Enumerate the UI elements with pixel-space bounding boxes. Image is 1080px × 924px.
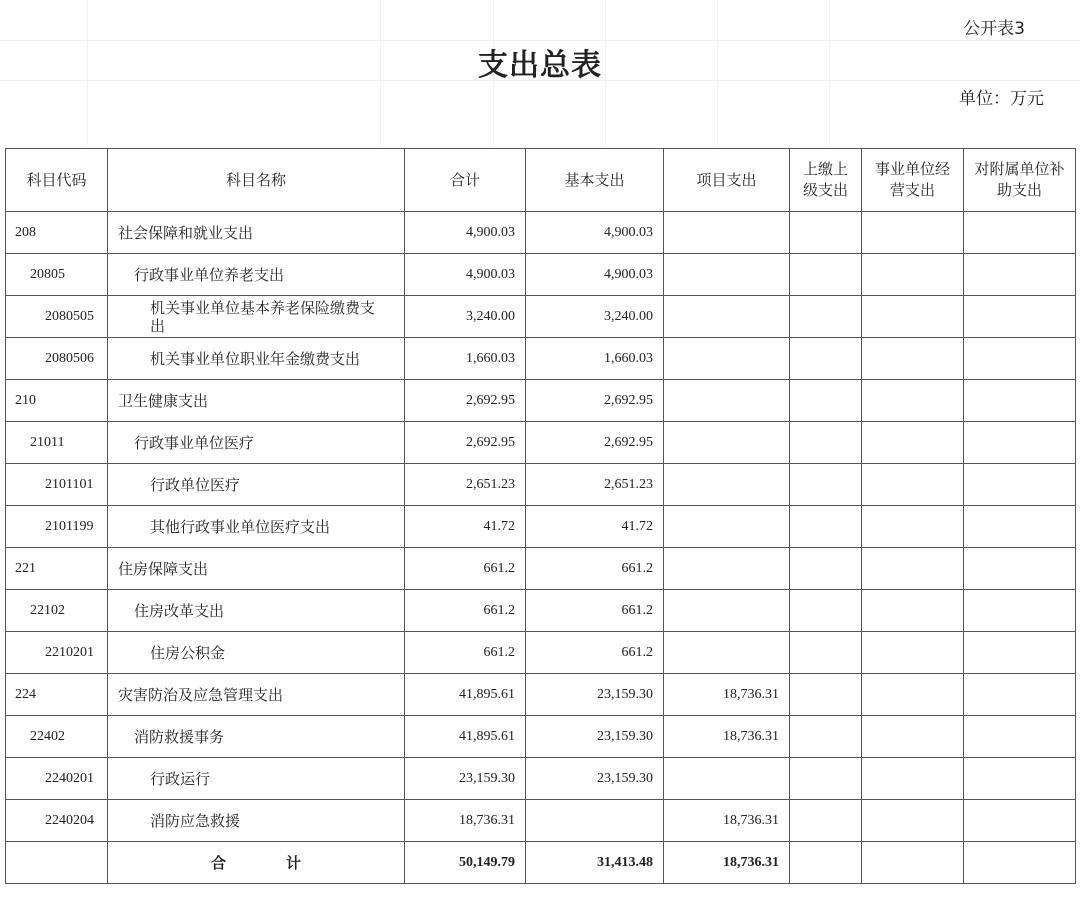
cell-code: 2240204: [6, 800, 108, 842]
cell-total: 23,159.30: [405, 758, 526, 800]
cell-project: 18,736.31: [664, 800, 790, 842]
cell-project: [664, 380, 790, 422]
cell-name: 消防救援事务: [108, 716, 405, 758]
expenditure-table: [5, 148, 1076, 884]
header-code: 科目代码: [6, 149, 108, 212]
cell-project: 18,736.31: [664, 674, 790, 716]
cell-upper: [790, 506, 862, 548]
table-row: [6, 758, 1076, 800]
cell-upper: [790, 212, 862, 254]
cell-subsidy: [964, 590, 1076, 632]
cell-basic: 661.2: [526, 590, 664, 632]
cell-upper: [790, 590, 862, 632]
cell-basic: 2,651.23: [526, 464, 664, 506]
cell-business: [862, 380, 964, 422]
cell-business: [862, 842, 964, 884]
cell-name: 机关事业单位职业年金缴费支出: [108, 338, 405, 380]
cell-business: [862, 338, 964, 380]
cell-code: 2080505: [6, 296, 108, 338]
cell-basic: 23,159.30: [526, 674, 664, 716]
page-title: 支出总表: [478, 48, 602, 83]
cell-business: [862, 632, 964, 674]
cell-business: [862, 800, 964, 842]
table-row: [6, 422, 1076, 464]
total-sum: 50,149.79: [405, 842, 526, 884]
cell-code: 2101199: [6, 506, 108, 548]
cell-basic: 2,692.95: [526, 422, 664, 464]
cell-basic: 4,900.03: [526, 254, 664, 296]
cell-code: 221: [6, 548, 108, 590]
total-label-b: 计: [286, 853, 302, 872]
table-row: [6, 338, 1076, 380]
header-subsidy: 对附属单位补助支出: [964, 149, 1076, 212]
cell-business: [862, 716, 964, 758]
cell-name: 社会保障和就业支出: [108, 212, 405, 254]
cell-upper: [790, 800, 862, 842]
cell-project: [664, 464, 790, 506]
cell-subsidy: [964, 296, 1076, 338]
table-row: [6, 506, 1076, 548]
cell-project: [664, 506, 790, 548]
cell-business: [862, 464, 964, 506]
header-business: 事业单位经营支出: [862, 149, 964, 212]
sheet-number: 公开表3: [963, 19, 1025, 39]
cell-name: 其他行政事业单位医疗支出: [108, 506, 405, 548]
cell-code: 224: [6, 674, 108, 716]
cell-project: [664, 422, 790, 464]
cell-name: 住房改革支出: [108, 590, 405, 632]
cell-project: [664, 338, 790, 380]
cell-basic: 4,900.03: [526, 212, 664, 254]
cell-upper: [790, 380, 862, 422]
cell-basic: 1,660.03: [526, 338, 664, 380]
cell-code: 22102: [6, 590, 108, 632]
cell-total: 2,692.95: [405, 380, 526, 422]
table-row: [6, 296, 1076, 338]
cell-subsidy: [964, 380, 1076, 422]
cell-total: 4,900.03: [405, 254, 526, 296]
cell-upper: [790, 674, 862, 716]
header-project: 项目支出: [664, 149, 790, 212]
total-label-a: 合: [210, 853, 226, 872]
cell-total: 41.72: [405, 506, 526, 548]
total-project: 18,736.31: [664, 842, 790, 884]
table-row: [6, 380, 1076, 422]
cell-total: 661.2: [405, 632, 526, 674]
cell-project: [664, 632, 790, 674]
cell-business: [862, 254, 964, 296]
cell-business: [862, 548, 964, 590]
cell-code: 210: [6, 380, 108, 422]
cell-total: 2,692.95: [405, 422, 526, 464]
cell-subsidy: [964, 422, 1076, 464]
cell-subsidy: [964, 506, 1076, 548]
cell-basic: 41.72: [526, 506, 664, 548]
cell-name: 灾害防治及应急管理支出: [108, 674, 405, 716]
cell-project: [664, 296, 790, 338]
cell-total: 4,900.03: [405, 212, 526, 254]
cell-business: [862, 422, 964, 464]
cell-basic: 3,240.00: [526, 296, 664, 338]
cell-upper: [790, 548, 862, 590]
cell-name: 机关事业单位基本养老保险缴费支出: [108, 296, 405, 338]
total-row: [6, 842, 1076, 884]
cell-business: [862, 590, 964, 632]
table-row: [6, 674, 1076, 716]
cell-name: 行政事业单位养老支出: [108, 254, 405, 296]
cell-total: 661.2: [405, 590, 526, 632]
cell-code: 21011: [6, 422, 108, 464]
cell-total: 1,660.03: [405, 338, 526, 380]
cell-upper: [790, 632, 862, 674]
total-label: [108, 842, 405, 884]
table-row: [6, 716, 1076, 758]
cell-upper: [790, 842, 862, 884]
table-row: [6, 800, 1076, 842]
cell-upper: [790, 464, 862, 506]
cell-code: 2240201: [6, 758, 108, 800]
table-row: [6, 212, 1076, 254]
header-name: 科目名称: [108, 149, 405, 212]
header-upper: 上缴上级支出: [790, 149, 862, 212]
cell-project: [664, 590, 790, 632]
cell-basic: 23,159.30: [526, 716, 664, 758]
cell-business: [862, 758, 964, 800]
cell-subsidy: [964, 338, 1076, 380]
cell-subsidy: [964, 254, 1076, 296]
cell-name: 行政单位医疗: [108, 464, 405, 506]
unit-label: 单位：万元: [959, 89, 1044, 109]
cell-subsidy: [964, 632, 1076, 674]
cell-total: 18,736.31: [405, 800, 526, 842]
cell-upper: [790, 254, 862, 296]
cell-name: 行政事业单位医疗: [108, 422, 405, 464]
total-basic: 31,413.48: [526, 842, 664, 884]
cell-project: 18,736.31: [664, 716, 790, 758]
cell-subsidy: [964, 758, 1076, 800]
cell-total: 41,895.61: [405, 674, 526, 716]
table-row: [6, 464, 1076, 506]
cell-project: [664, 548, 790, 590]
cell-upper: [790, 716, 862, 758]
cell-upper: [790, 758, 862, 800]
cell-code: 208: [6, 212, 108, 254]
cell-project: [664, 254, 790, 296]
cell-basic: [526, 800, 664, 842]
header-total: 合计: [405, 149, 526, 212]
table-row: [6, 632, 1076, 674]
cell-code: 2101101: [6, 464, 108, 506]
cell-code: 22402: [6, 716, 108, 758]
cell-subsidy: [964, 800, 1076, 842]
cell-upper: [790, 422, 862, 464]
cell-code: [6, 842, 108, 884]
cell-name: 住房公积金: [108, 632, 405, 674]
table-header-row: [6, 149, 1076, 212]
cell-name: 消防应急救援: [108, 800, 405, 842]
cell-basic: 661.2: [526, 632, 664, 674]
cell-project: [664, 758, 790, 800]
cell-project: [664, 212, 790, 254]
header-basic: 基本支出: [526, 149, 664, 212]
cell-total: 3,240.00: [405, 296, 526, 338]
cell-code: 2210201: [6, 632, 108, 674]
cell-code: 20805: [6, 254, 108, 296]
cell-name: 行政运行: [108, 758, 405, 800]
table-row: [6, 590, 1076, 632]
cell-subsidy: [964, 212, 1076, 254]
cell-upper: [790, 296, 862, 338]
cell-total: 41,895.61: [405, 716, 526, 758]
cell-business: [862, 506, 964, 548]
cell-subsidy: [964, 842, 1076, 884]
cell-name: 住房保障支出: [108, 548, 405, 590]
cell-subsidy: [964, 464, 1076, 506]
table-row: [6, 254, 1076, 296]
cell-basic: 2,692.95: [526, 380, 664, 422]
cell-basic: 661.2: [526, 548, 664, 590]
cell-business: [862, 296, 964, 338]
cell-basic: 23,159.30: [526, 758, 664, 800]
cell-name: 卫生健康支出: [108, 380, 405, 422]
cell-subsidy: [964, 716, 1076, 758]
cell-upper: [790, 338, 862, 380]
cell-subsidy: [964, 674, 1076, 716]
cell-business: [862, 212, 964, 254]
cell-subsidy: [964, 548, 1076, 590]
cell-total: 2,651.23: [405, 464, 526, 506]
table-row: [6, 548, 1076, 590]
cell-total: 661.2: [405, 548, 526, 590]
cell-business: [862, 674, 964, 716]
cell-code: 2080506: [6, 338, 108, 380]
